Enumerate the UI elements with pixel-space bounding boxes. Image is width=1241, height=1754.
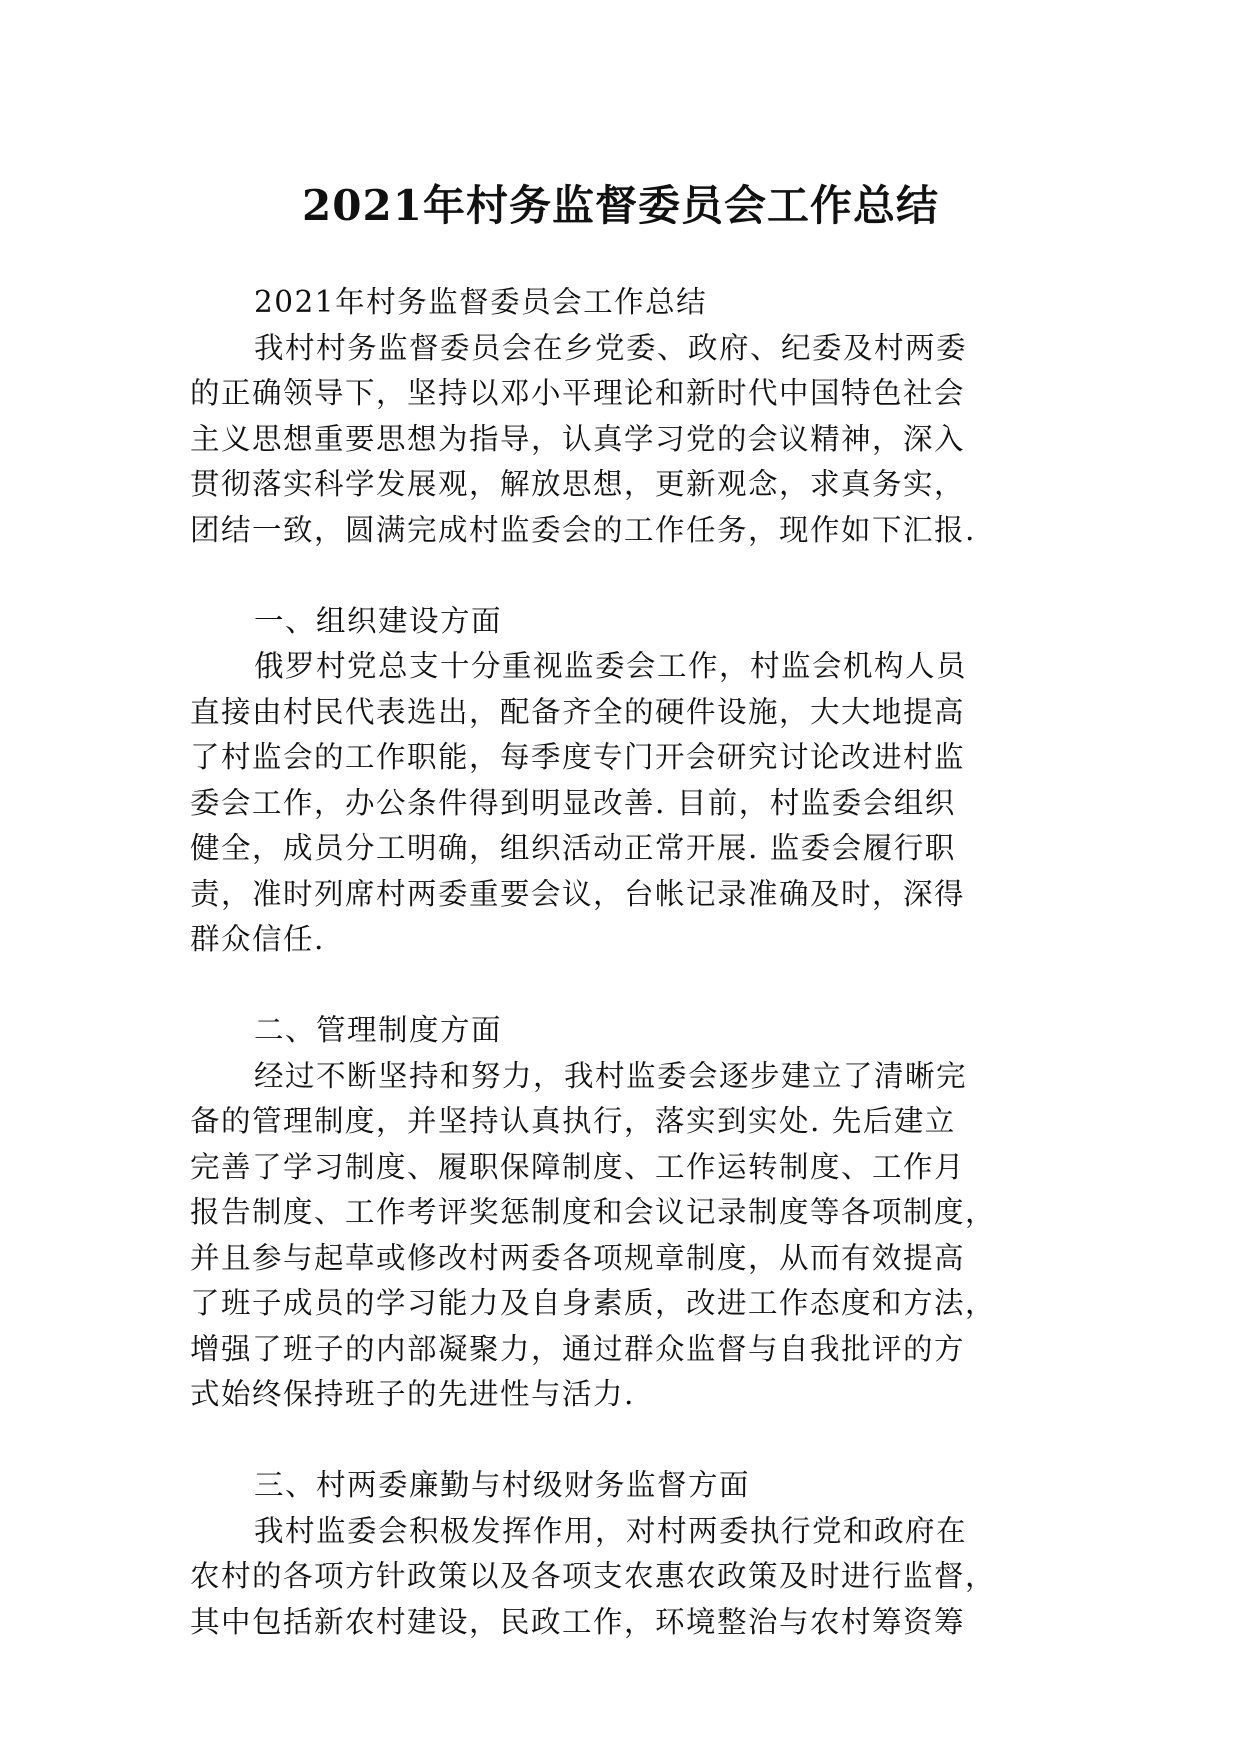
section-line: 我村监委会积极发挥作用，对村两委执行党和政府在 <box>254 1513 968 1548</box>
intro-line: 团结一致，圆满完成村监委会的工作任务，现作如下汇报. <box>190 512 976 547</box>
section-line: 增强了班子的内部凝聚力，通过群众监督与自我批评的方 <box>190 1331 966 1366</box>
section-line: 俄罗村党总支十分重视监委会工作，村监会机构人员 <box>254 649 968 683</box>
document-title: 2021年村务监督委员会工作总结 <box>302 181 939 230</box>
intro-line: 贯彻落实科学发展观，解放思想，更新观念，求真务实， <box>190 467 966 501</box>
section-line: 农村的各项方针政策以及各项支农惠农政策及时进行监督， <box>190 1559 997 1593</box>
document-body <box>190 280 1020 1645</box>
section-line: 直接由村民代表选出，配备齐全的硬件设施，大大地提高 <box>190 694 966 729</box>
section-line: 了村监会的工作职能，每季度专门开会研究讨论改进村监 <box>190 740 966 774</box>
section-line: 报告制度、工作考评奖惩制度和会议记录制度等各项制度， <box>190 1195 997 1229</box>
section-line: 责，准时列席村两委重要会议，台帐记录准确及时，深得 <box>190 876 966 911</box>
paragraph-gap <box>190 553 1020 599</box>
section-line: 经过不断坚持和努力，我村监委会逐步建立了清晰完 <box>254 1058 968 1093</box>
section-line: 委会工作，办公条件得到明显改善. 目前，村监委会组织 <box>190 785 956 820</box>
intro-line: 主义思想重要思想为指导，认真学习党的会议精神，深入 <box>190 421 966 456</box>
section-line: 了班子成员的学习能力及自身素质，改进工作态度和方法， <box>190 1286 997 1320</box>
section-heading: 二、管理制度方面 <box>254 1013 503 1047</box>
section-heading: 三、村两委廉勤与村级财务监督方面 <box>254 1468 751 1502</box>
paragraph-gap <box>190 1418 1020 1464</box>
section-line: 并且参与起草或修改村两委各项规章制度，从而有效提高 <box>190 1240 966 1275</box>
intro-line: 我村村务监督委员会在乡党委、政府、纪委及村两委 <box>254 330 968 365</box>
section-line: 其中包括新农村建设，民政工作，环境整治与农村筹资筹 <box>190 1604 966 1639</box>
section-line: 群众信任. <box>190 922 325 956</box>
section-heading: 一、组织建设方面 <box>254 603 503 638</box>
document-subtitle: 2021年村务监督委员会工作总结 <box>254 285 708 319</box>
section-line: 式始终保持班子的先进性与活力. <box>190 1377 635 1411</box>
section-line: 健全，成员分工明确，组织活动正常开展. 监委会履行职 <box>190 831 956 865</box>
section-line: 完善了学习制度、履职保障制度、工作运转制度、工作月 <box>190 1149 966 1184</box>
paragraph-gap <box>190 963 1020 1009</box>
section-line: 备的管理制度，并坚持认真执行，落实到实处. 先后建立 <box>190 1104 956 1138</box>
intro-line: 的正确领导下，坚持以邓小平理论和新时代中国特色社会 <box>190 376 966 410</box>
